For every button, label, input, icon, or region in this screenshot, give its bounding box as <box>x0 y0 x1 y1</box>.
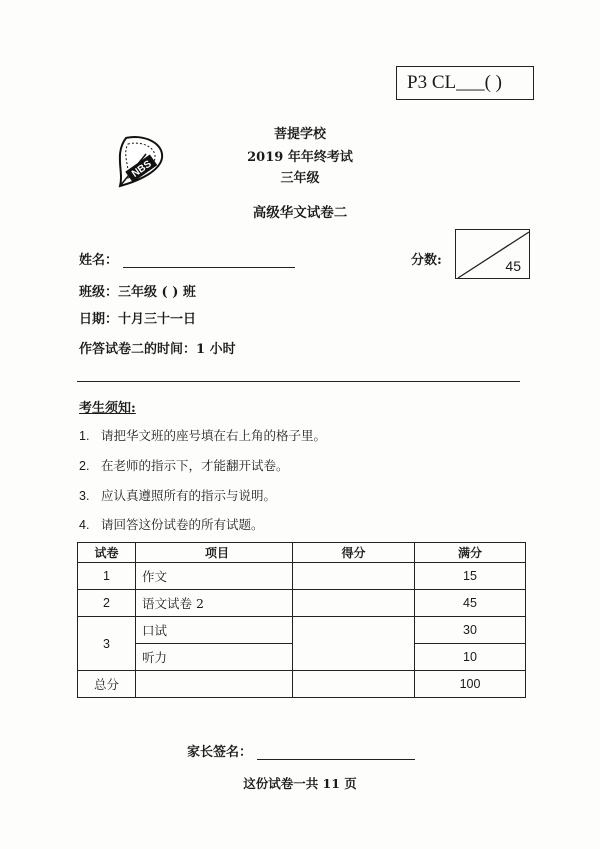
name-row <box>79 249 295 268</box>
header-score: 得分 <box>293 543 415 563</box>
table-total-row <box>78 671 526 698</box>
notice-title: 考生须知: <box>79 401 136 416</box>
score-label: 分数: <box>411 253 442 268</box>
header-item: 项目 <box>136 543 293 563</box>
name-field[interactable] <box>123 253 295 268</box>
cell-full: 30 <box>415 617 526 644</box>
cell-total-label: 总分 <box>78 671 136 698</box>
cell-item: 语文试卷 2 <box>136 590 293 617</box>
notice-number: 2. <box>79 459 90 473</box>
grade-label: 三年级 <box>280 171 320 186</box>
cell-item: 作文 <box>136 563 293 590</box>
section-divider <box>77 381 520 382</box>
class-number-box[interactable]: P3 CL___( ) <box>396 66 534 100</box>
logo-text: NBS <box>130 158 154 180</box>
notice-text: 应认真遵照所有的指示与说明。 <box>101 488 277 503</box>
school-name: 菩提学校 <box>273 127 326 142</box>
cell-score[interactable] <box>293 590 415 617</box>
notice-item <box>79 456 289 474</box>
cell-paper: 2 <box>78 590 136 617</box>
signature-label: 家长签名： <box>187 745 253 760</box>
exam-title: 2019 年年终考试 <box>247 150 353 165</box>
table-row <box>78 563 526 590</box>
score-box[interactable] <box>455 229 530 279</box>
time-row: 作答试卷二的时间：1 小时 <box>79 342 236 357</box>
notice-number: 3. <box>79 489 90 503</box>
cell-score[interactable] <box>293 563 415 590</box>
cell-paper: 1 <box>78 563 136 590</box>
notice-text: 请把华文班的座号填在右上角的格子里。 <box>101 428 327 443</box>
score-total: 45 <box>505 258 521 274</box>
parent-signature-row <box>187 741 415 760</box>
cell-full: 10 <box>415 644 526 671</box>
table-row <box>78 617 526 644</box>
paper-title: 高级华文试卷二 <box>252 205 348 221</box>
signature-field[interactable] <box>257 745 415 760</box>
score-table <box>77 542 526 698</box>
cell-item: 听力 <box>136 644 293 671</box>
cell-score[interactable] <box>293 617 415 671</box>
notice-text: 在老师的指示下，才能翻开试卷。 <box>101 458 289 473</box>
notice-item <box>79 426 326 444</box>
notice-item <box>79 515 264 533</box>
cell-full: 45 <box>415 590 526 617</box>
header-full: 满分 <box>415 543 526 563</box>
date-row: 日期：十月三十一日 <box>79 312 197 327</box>
notice-number: 1. <box>79 429 90 443</box>
name-label: 姓名： <box>79 253 119 268</box>
table-header-row <box>78 543 526 563</box>
class-row: 班级：三年级 ( ) 班 <box>79 285 196 300</box>
header-paper: 试卷 <box>78 543 136 563</box>
cell-full: 100 <box>415 671 526 698</box>
notice-number: 4. <box>79 518 90 532</box>
notice-text: 请回答这份试卷的所有试题。 <box>101 517 264 532</box>
page-count: 这份试卷一共 11 页 <box>243 776 357 791</box>
cell-item <box>136 671 293 698</box>
cell-paper: 3 <box>78 617 136 671</box>
cell-score[interactable] <box>293 671 415 698</box>
table-row <box>78 590 526 617</box>
notice-item <box>79 486 276 504</box>
cell-item: 口试 <box>136 617 293 644</box>
cell-full: 15 <box>415 563 526 590</box>
